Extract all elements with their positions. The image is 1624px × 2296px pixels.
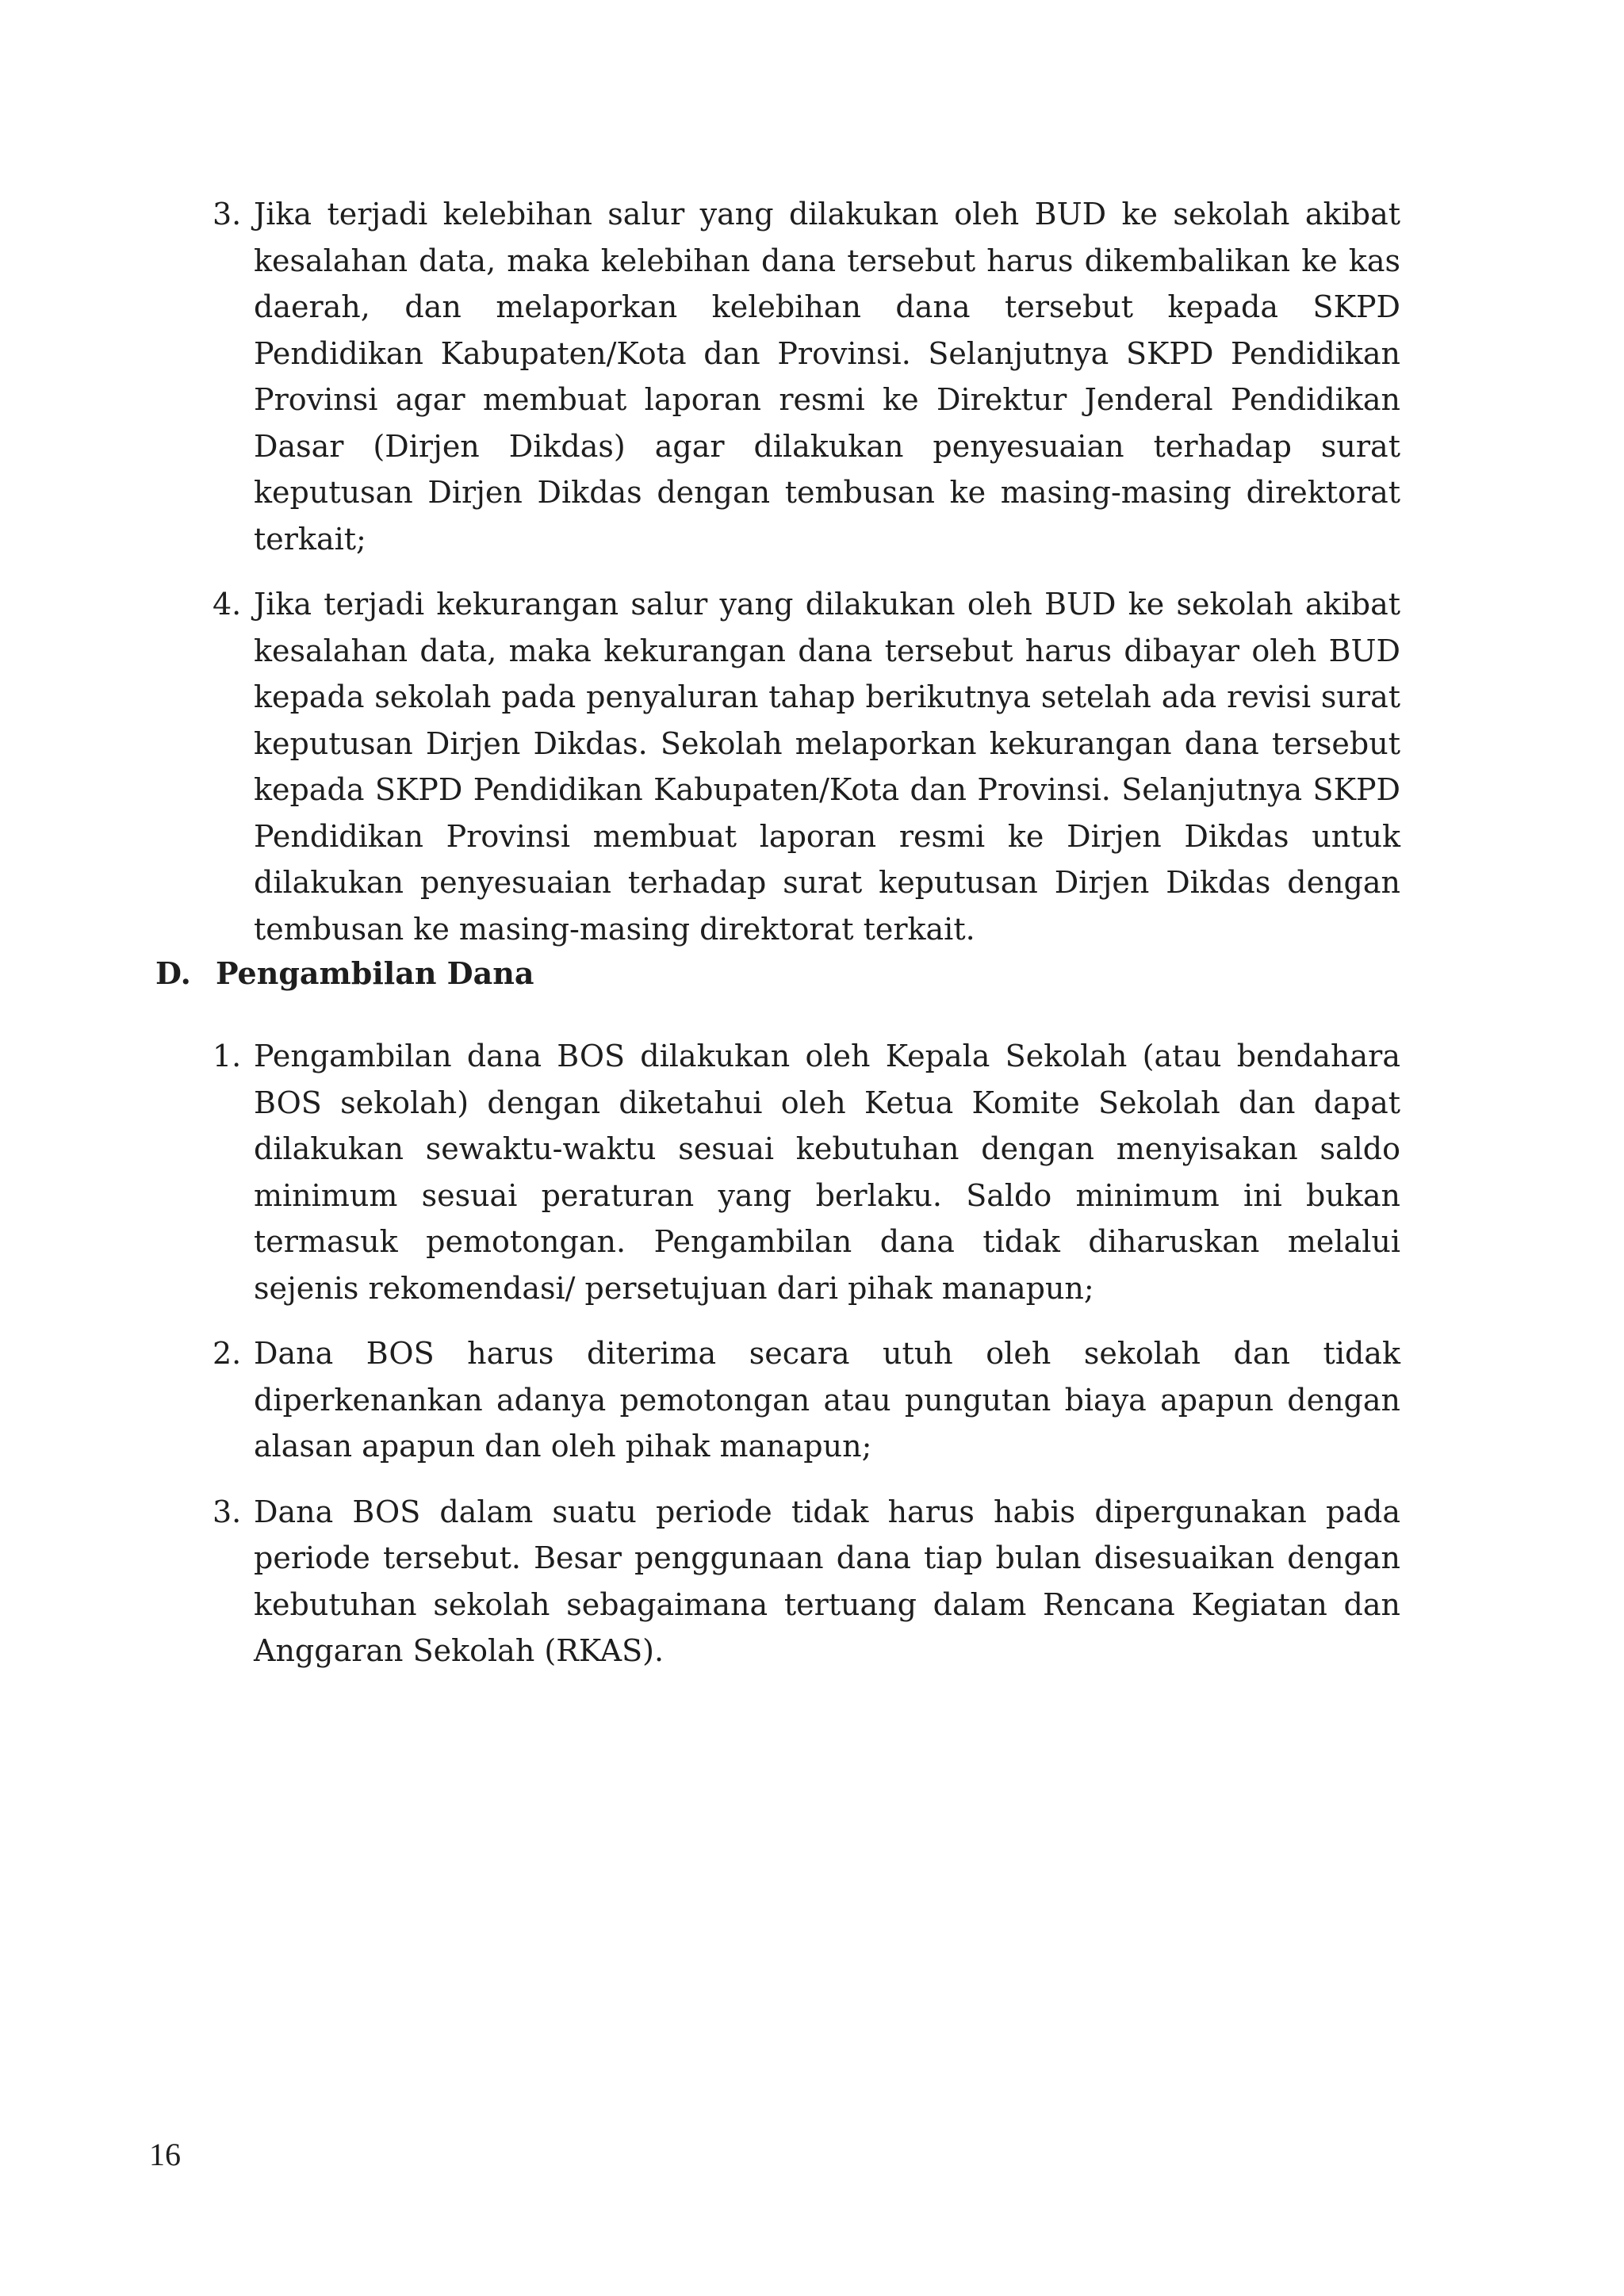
list-item: [213, 191, 1400, 562]
section-title: Pengambilan Dana: [216, 955, 534, 991]
list-item-number: 1.: [213, 1039, 242, 1073]
list-item: [213, 1033, 1400, 1311]
page-number: 16: [149, 2137, 181, 2172]
list-item: [213, 581, 1400, 952]
list-item: [213, 1489, 1400, 1674]
list-item-number: 3.: [213, 197, 242, 232]
section-letter: D.: [155, 955, 191, 991]
section-d-list: [213, 1033, 1400, 1693]
list-item-text: Jika terjadi kelebihan salur yang dilakukan oleh BUD ke sekolah akibat kesalahan data, maka kelebihan dana tersebut harus dikembalikan ke kas daerah, dan melaporkan kelebihan dana tersebut kepada SKPD Pendidikan Kabupaten/Kota dan Provinsi. Selanjutnya SKPD Pendidikan Provinsi agar membuat laporan resmi ke Direktur Jenderal Pendidikan Dasar (Dirjen Dikdas) agar dilakukan penyesuaian terhadap surat keputusan Dirjen Dikdas dengan tembusan ke masing-masing direktorat terkait;: [254, 197, 1400, 557]
list-item-text: Pengambilan dana BOS dilakukan oleh Kepala Sekolah (atau bendahara BOS sekolah) dengan diketahui oleh Ketua Komite Sekolah dan dapat dilakukan sewaktu-waktu sesuai kebutuhan dengan menyisakan saldo minimum sesuai peraturan yang berlaku. Saldo minimum ini bukan termasuk pemotongan. Pengambilan dana tidak diharuskan melalui sejenis rekomendasi/ persetujuan dari pihak manapun;: [254, 1039, 1400, 1306]
list-item-text: Dana BOS harus diterima secara utuh oleh sekolah dan tidak diperkenankan adanya pemotongan atau pungutan biaya apapun dengan alasan apapun dan oleh pihak manapun;: [254, 1336, 1400, 1464]
section-heading: [155, 951, 534, 997]
list-item-text: Dana BOS dalam suatu periode tidak harus habis dipergunakan pada periode tersebut. Besar penggunaan dana tiap bulan disesuaikan dengan kebutuhan sekolah sebagaimana tertuang dalam Rencana Kegiatan dan Anggaran Sekolah (RKAS).: [254, 1494, 1400, 1668]
section-c-list: [213, 191, 1400, 971]
list-item-text: Jika terjadi kekurangan salur yang dilakukan oleh BUD ke sekolah akibat kesalahan data, maka kekurangan dana tersebut harus dibayar oleh BUD kepada sekolah pada penyaluran tahap berikutnya setelah ada revisi surat keputusan Dirjen Dikdas. Sekolah melaporkan kekurangan dana tersebut kepada SKPD Pendidikan Kabupaten/Kota dan Provinsi. Selanjutnya SKPD Pendidikan Provinsi membuat laporan resmi ke Dirjen Dikdas untuk dilakukan penyesuaian terhadap surat keputusan Dirjen Dikdas dengan tembusan ke masing-masing direktorat terkait.: [254, 587, 1400, 947]
list-item-number: 2.: [213, 1336, 242, 1371]
list-item-number: 3.: [213, 1494, 242, 1529]
list-item-number: 4.: [213, 587, 242, 622]
list-item: [213, 1330, 1400, 1470]
